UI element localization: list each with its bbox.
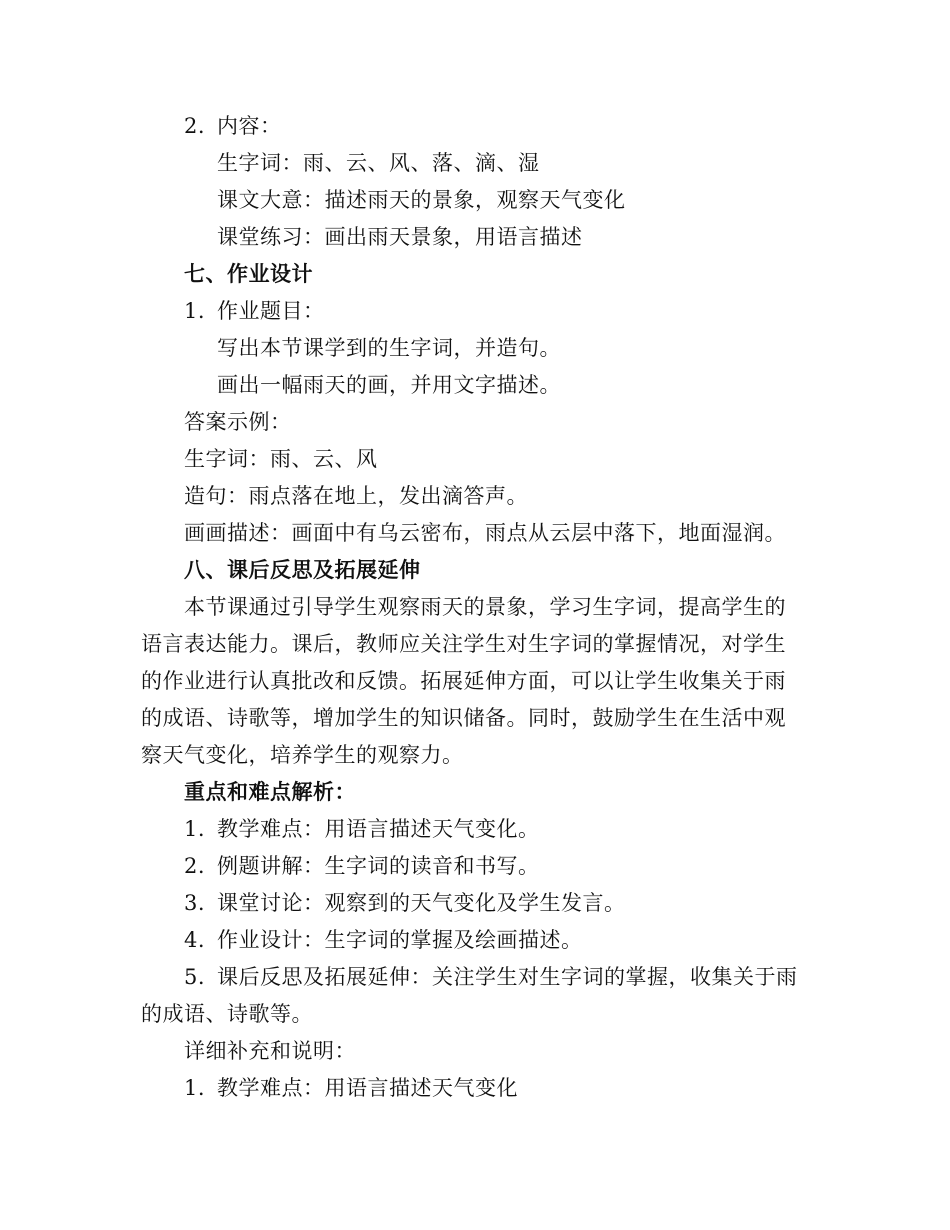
list-number: 1. — [184, 1076, 206, 1100]
list-number: 1. — [184, 817, 206, 841]
list-number: 3. — [184, 891, 206, 915]
key-point-2 — [184, 851, 540, 881]
list-number: 4. — [184, 928, 206, 952]
paragraph-line: 本节课通过引导学生观察雨天的景象，学习生字词，提高学生的 — [184, 595, 786, 619]
list-number: 1. — [184, 299, 206, 323]
homework-task-1: 写出本节课学到的生字词，并造句。 — [217, 336, 561, 360]
answer-example-label: 答案示例： — [184, 410, 292, 434]
answer-sentence: 造句：雨点落在地上，发出滴答声。 — [184, 484, 528, 508]
list-text: 课后反思及拓展延伸：关注学生对生字词的掌握，收集关于雨 — [217, 965, 798, 989]
class-exercise-line: 课堂练习：画出雨天景象，用语言描述 — [217, 225, 583, 249]
list-text: 教学难点：用语言描述天气变化。 — [217, 817, 540, 841]
key-points-heading: 重点和难点解析： — [184, 779, 356, 804]
key-point-4 — [184, 925, 583, 955]
lesson-summary-line: 课文大意：描述雨天的景象，观察天气变化 — [217, 188, 626, 212]
list-number: 2. — [184, 114, 206, 138]
paragraph-line: 的成语、诗歌等，增加学生的知识储备。同时，鼓励学生在生活中观 — [141, 706, 786, 730]
vocab-line: 生字词：雨、云、风、落、滴、湿 — [217, 151, 540, 175]
list-text: 作业设计：生字词的掌握及绘画描述。 — [217, 928, 583, 952]
list-text: 内容： — [217, 114, 282, 138]
homework-item-1 — [184, 296, 325, 326]
list-text: 教学难点：用语言描述天气变化 — [217, 1076, 518, 1100]
key-point-5-continuation: 的成语、诗歌等。 — [141, 1002, 313, 1026]
homework-task-2: 画出一幅雨天的画，并用文字描述。 — [217, 373, 561, 397]
section-heading-reflection: 八、课后反思及拓展延伸 — [184, 557, 421, 582]
list-text: 作业题目： — [217, 299, 325, 323]
paragraph-line: 察天气变化，培养学生的观察力。 — [141, 743, 464, 767]
answer-vocab: 生字词：雨、云、风 — [184, 447, 378, 471]
answer-drawing: 画画描述：画面中有乌云密布，雨点从云层中落下，地面湿润。 — [184, 521, 786, 545]
detail-heading: 详细补充和说明： — [184, 1039, 356, 1063]
detail-item-1 — [184, 1073, 518, 1103]
content-item-2 — [184, 111, 282, 141]
list-text: 课堂讨论：观察到的天气变化及学生发言。 — [217, 891, 626, 915]
list-number: 5. — [184, 965, 206, 989]
paragraph-line: 语言表达能力。课后，教师应关注学生对生字词的掌握情况，对学生 — [141, 632, 786, 656]
key-point-3 — [184, 888, 626, 918]
list-number: 2. — [184, 854, 206, 878]
list-text: 例题讲解：生字词的读音和书写。 — [217, 854, 540, 878]
key-point-5 — [184, 962, 798, 992]
key-point-1 — [184, 814, 540, 844]
section-heading-homework: 七、作业设计 — [184, 261, 313, 286]
paragraph-line: 的作业进行认真批改和反馈。拓展延伸方面，可以让学生收集关于雨 — [141, 669, 786, 693]
